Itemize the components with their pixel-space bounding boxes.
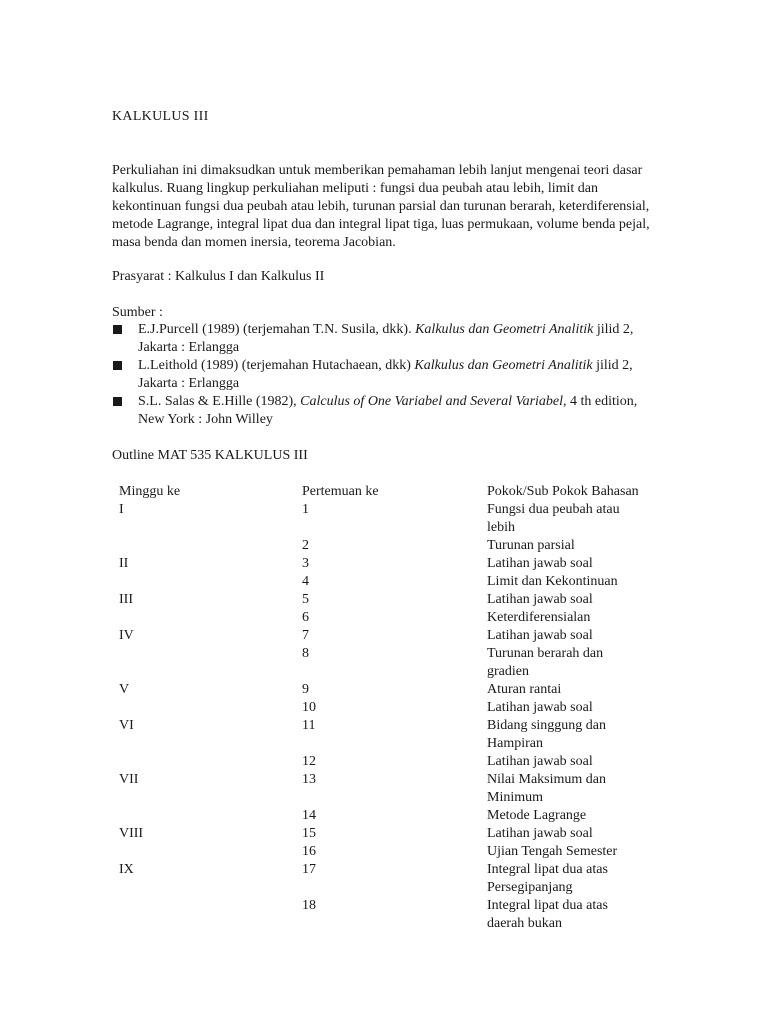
cell-meeting: 16 — [302, 844, 316, 859]
cell-topic: Latihan jawab soal — [487, 700, 593, 715]
cell-topic: Bidang singgung dan Hampiran — [487, 718, 606, 751]
cell-week — [119, 609, 302, 627]
cell-topic: Latihan jawab soal — [487, 826, 593, 841]
cell-meeting: 2 — [302, 538, 309, 553]
outline-table — [119, 483, 647, 933]
cell-week: I — [119, 502, 124, 517]
table-header-row — [119, 483, 647, 501]
cell-meeting: 12 — [302, 754, 316, 769]
cell-meeting: 1 — [302, 502, 309, 517]
cell-topic: Integral lipat dua atas Persegipanjang — [487, 862, 608, 895]
cell-week — [119, 645, 302, 681]
cell-topic: Turunan berarah dan gradien — [487, 646, 604, 679]
source-book-title: Kalkulus dan Geometri Analitik — [415, 322, 594, 337]
cell-meeting: 17 — [302, 862, 316, 877]
cell-meeting: 15 — [302, 826, 316, 841]
cell-week: V — [119, 682, 130, 697]
prerequisite-line: Prasyarat : Kalkulus I dan Kalkulus II — [112, 269, 325, 284]
source-item: E.J.Purcell (1989) (terjemahan T.N. Susila, dkk). Kalkulus dan Geometri Analitik jilid 2, Jakarta : Erlangga — [112, 321, 660, 357]
cell-meeting: 4 — [302, 574, 309, 589]
column-header-topic: Pokok/Sub Pokok Bahasan — [487, 484, 639, 499]
table-row — [119, 627, 647, 645]
table-row — [119, 555, 647, 573]
cell-meeting: 6 — [302, 610, 309, 625]
table-row — [119, 843, 647, 861]
table-row — [119, 609, 647, 627]
table-row — [119, 753, 647, 771]
cell-week: III — [119, 592, 133, 607]
document-title: KALKULUS III — [112, 109, 209, 124]
cell-topic: Nilai Maksimum dan Minimum — [487, 772, 606, 805]
cell-meeting: 11 — [302, 718, 316, 733]
table-row — [119, 861, 647, 897]
cell-meeting: 10 — [302, 700, 316, 715]
cell-meeting: 3 — [302, 556, 309, 571]
cell-topic: Fungsi dua peubah atau lebih — [487, 502, 620, 535]
table-row — [119, 645, 647, 681]
cell-topic: Keterdiferensialan — [487, 610, 591, 625]
cell-topic: Latihan jawab soal — [487, 556, 593, 571]
outline-title: Outline MAT 535 KALKULUS III — [112, 448, 308, 463]
cell-week — [119, 573, 302, 591]
cell-topic: Turunan parsial — [487, 538, 575, 553]
source-item: L.Leithold (1989) (terjemahan Hutachaean, dkk) Kalkulus dan Geometri Analitik jilid 2, Jakarta : Erlangga — [112, 357, 660, 393]
square-bullet-icon — [113, 361, 122, 370]
cell-topic: Latihan jawab soal — [487, 754, 593, 769]
cell-topic: Integral lipat dua atas daerah bukan — [487, 898, 608, 931]
source-book-title: Calculus of One Variabel and Several Variabel — [300, 394, 564, 409]
table-row — [119, 825, 647, 843]
cell-topic: Aturan rantai — [487, 682, 562, 697]
cell-week: VII — [119, 772, 139, 787]
cell-week — [119, 537, 302, 555]
cell-week — [119, 807, 302, 825]
table-row — [119, 681, 647, 699]
source-book-title: Kalkulus dan Geometri Analitik — [414, 358, 593, 373]
table-row — [119, 573, 647, 591]
table-row — [119, 699, 647, 717]
cell-week: IV — [119, 628, 134, 643]
intro-paragraph: Perkuliahan ini dimaksudkan untuk memberikan pemahaman lebih lanjut mengenai teori dasar kalkulus. Ruang lingkup perkuliahan meliputi : fungsi dua peubah atau lebih, limit dan kekontinuan fungsi dua peubah atau lebih, turunan parsial dan turunan berarah, keterdiferensial, metode Lagrange, integral lipat dua dan integral lipat tiga, luas permukaan, volume benda pejal, masa benda dan momen inersia, teorema Jacobian. — [112, 163, 650, 250]
cell-meeting: 7 — [302, 628, 309, 643]
table-row — [119, 897, 647, 933]
cell-week: VIII — [119, 826, 144, 841]
cell-week: VI — [119, 718, 134, 733]
cell-topic: Limit dan Kekontinuan — [487, 574, 618, 589]
cell-topic: Latihan jawab soal — [487, 628, 593, 643]
cell-week: II — [119, 556, 129, 571]
cell-week — [119, 699, 302, 717]
cell-meeting: 5 — [302, 592, 309, 607]
table-row — [119, 591, 647, 609]
cell-meeting: 8 — [302, 646, 309, 661]
square-bullet-icon — [113, 397, 122, 406]
column-header-meeting: Pertemuan ke — [302, 484, 379, 499]
table-row — [119, 537, 647, 555]
table-row — [119, 501, 647, 537]
cell-week — [119, 897, 302, 933]
column-header-week: Minggu ke — [119, 484, 181, 499]
square-bullet-icon — [113, 325, 122, 334]
source-item: S.L. Salas & E.Hille (1982), Calculus of One Variabel and Several Variabel, 4 th edition, New York : John Willey — [112, 393, 660, 429]
cell-meeting: 13 — [302, 772, 316, 787]
cell-week — [119, 843, 302, 861]
cell-meeting: 14 — [302, 808, 316, 823]
cell-topic: Ujian Tengah Semester — [487, 844, 618, 859]
table-row — [119, 717, 647, 753]
cell-meeting: 9 — [302, 682, 309, 697]
table-row — [119, 771, 647, 807]
cell-topic: Latihan jawab soal — [487, 592, 593, 607]
cell-week — [119, 753, 302, 771]
sources-heading: Sumber : — [112, 305, 163, 320]
cell-meeting: 18 — [302, 898, 316, 913]
cell-topic: Metode Lagrange — [487, 808, 587, 823]
sources-list — [112, 321, 660, 429]
table-row — [119, 807, 647, 825]
cell-week: IX — [119, 862, 134, 877]
